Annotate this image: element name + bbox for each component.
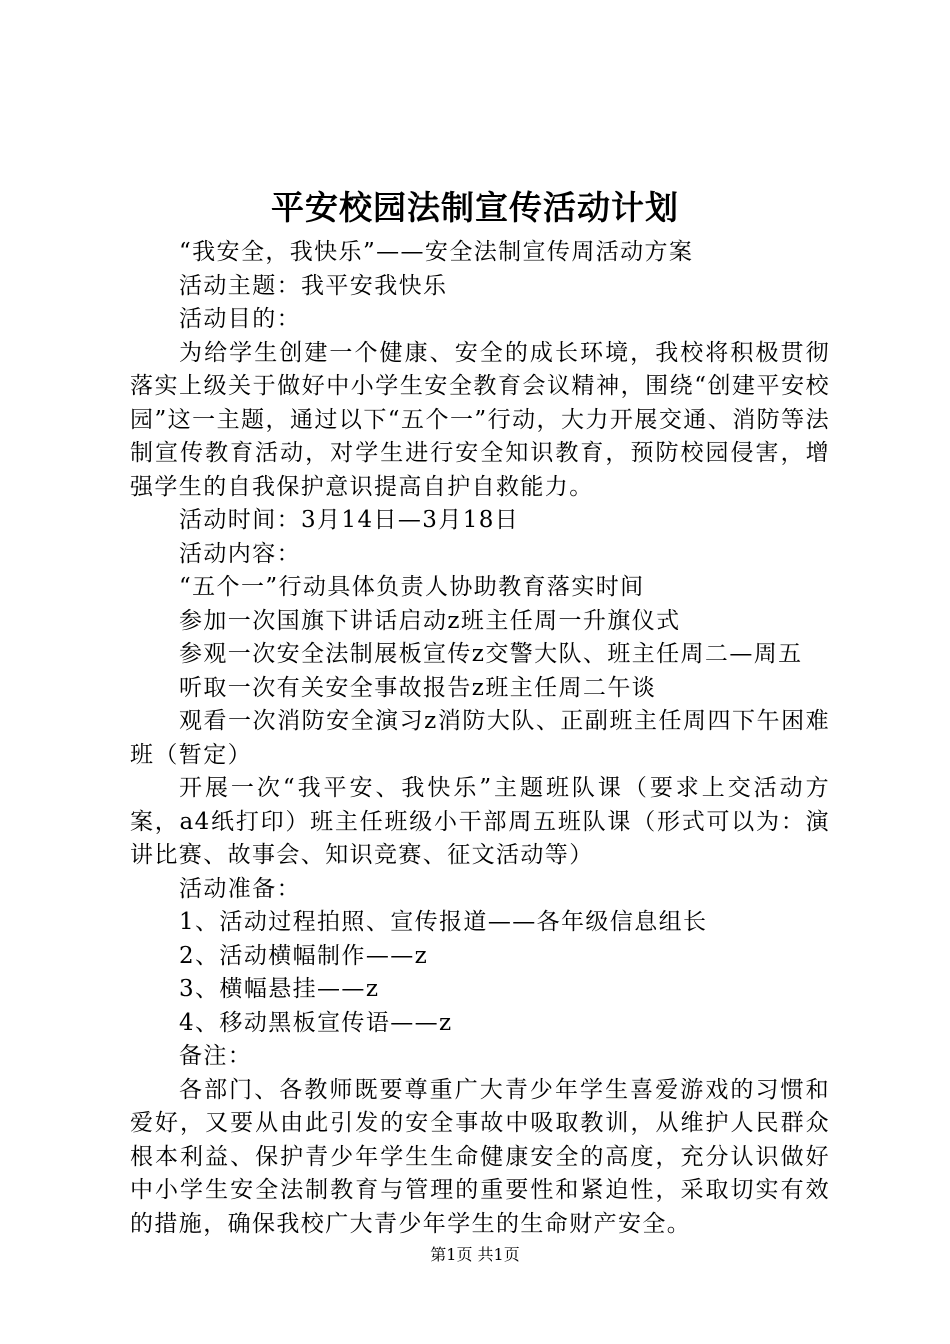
paragraph-content-item-3: 听取一次有关安全事故报告z班主任周二午谈 (179, 674, 657, 701)
paragraph-preparation-item-1: 1、活动过程拍照、宣传报道——各年级信息组长 (179, 909, 708, 935)
paragraph-time: 活动时间：3月14日—3月18日 (179, 507, 520, 533)
paragraph-preparation-item-4: 4、移动黑板宣传语——z (179, 1009, 453, 1036)
paragraph-purpose-text: 为给学生创建一个健康、安全的成长环境，我校将积极贯彻落实上级关于做好中小学生安全教育会议精神，围绕“创建平安校园”这一主题，通过以下“五个一”行动，大力开展交通、消防等法制宣传教育活动，对学生进行安全知识教育，预防校园侵害，增强学生的自我保护意识提高自护自救能力。 (130, 339, 830, 500)
paragraph-content-item-4: 观看一次消防安全演习z消防大队、正副班主任周四下午困难班（暂定） (130, 708, 830, 768)
paragraph-content-item-1: 参加一次国旗下讲话启动z班主任周一升旗仪式 (179, 607, 681, 634)
paragraph-subtitle: “我安全，我快乐”——安全法制宣传周活动方案 (179, 239, 694, 265)
paragraph-content-header: “五个一”行动具体负责人协助教育落实时间 (179, 574, 645, 600)
paragraph-notes-heading: 备注： (179, 1043, 253, 1069)
paragraph-preparation-heading: 活动准备： (179, 875, 301, 902)
paragraph-notes-text: 各部门、各教师既要尊重广大青少年学生喜爱游戏的习惯和爱好，又要从由此引发的安全事故中吸取教训，从维护人民群众根本利益、保护青少年学生生命健康安全的高度，充分认识做好中小学生安全法制教育与管理的重要性和紧迫性，采取切实有效的措施，确保我校广大青少年学生的生命财产安全。 (130, 1076, 830, 1237)
paragraph-preparation-item-3: 3、横幅悬挂——z (179, 976, 380, 1002)
paragraph-content-item-5: 开展一次“我平安、我快乐”主题班队课（要求上交活动方案，a4纸打印）班主任班级小干部周五班队课（形式可以为：演讲比赛、故事会、知识竞赛、征文活动等） (130, 775, 830, 868)
paragraph-theme: 活动主题：我平安我快乐 (179, 272, 448, 299)
page-footer: 第1页 共1页 (430, 1245, 520, 1264)
paragraph-preparation-item-2: 2、活动横幅制作——z (179, 942, 429, 969)
document-body (130, 236, 830, 1241)
paragraph-content-item-2: 参观一次安全法制展板宣传z交警大队、班主任周二—周五 (179, 641, 803, 667)
document-title: 平安校园法制宣传活动计划 (271, 188, 679, 227)
paragraph-content-heading: 活动内容： (179, 540, 301, 567)
paragraph-purpose-heading: 活动目的： (179, 306, 301, 332)
